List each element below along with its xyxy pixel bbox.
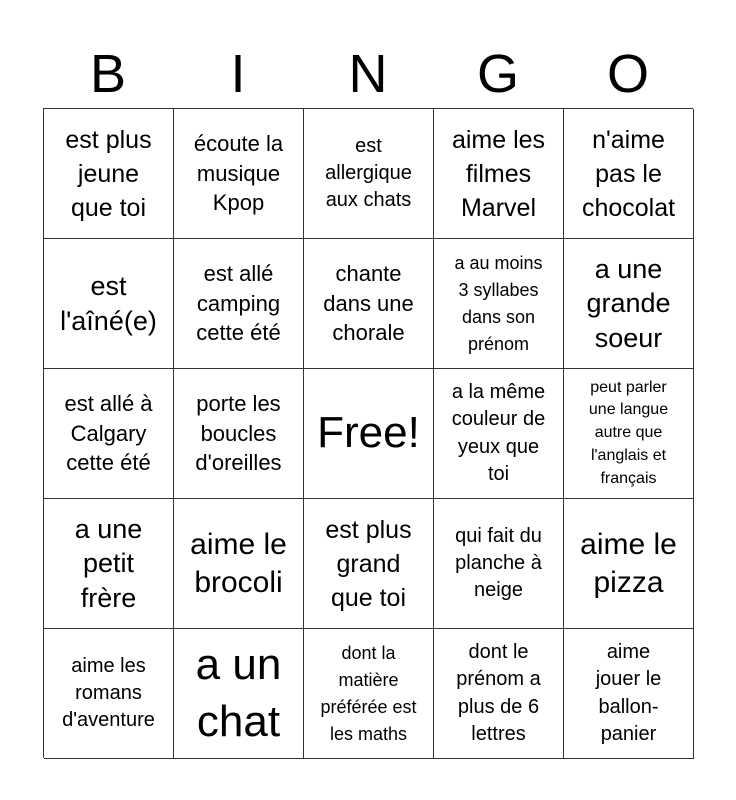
header-letter-g: G [476, 44, 519, 104]
bingo-cell[interactable]: est plus grand que toi [304, 499, 434, 629]
bingo-cell[interactable]: est allergique aux chats [304, 109, 434, 239]
bingo-cell[interactable]: a la même couleur de yeux que toi [434, 369, 564, 499]
header-letter-n: N [348, 44, 388, 104]
header-letter-i: I [230, 44, 246, 104]
header-letter-b: B [89, 44, 127, 104]
bingo-cell[interactable]: aime les filmes Marvel [434, 109, 564, 239]
bingo-cell[interactable]: dont le prénom a plus de 6 lettres [434, 629, 564, 759]
bingo-cell[interactable]: écoute la musique Kpop [174, 109, 304, 239]
bingo-cell[interactable]: a au moins 3 syllabes dans son prénom [434, 239, 564, 369]
bingo-grid [43, 108, 693, 758]
bingo-cell[interactable]: dont la matière préférée est les maths [304, 629, 434, 759]
bingo-cell[interactable]: a une grande soeur [564, 239, 694, 369]
bingo-cell[interactable]: aime jouer le ballon- panier [564, 629, 694, 759]
bingo-cell[interactable]: porte les boucles d'oreilles [174, 369, 304, 499]
bingo-cell[interactable]: n'aime pas le chocolat [564, 109, 694, 239]
bingo-cell[interactable]: est plus jeune que toi [44, 109, 174, 239]
free-space[interactable]: Free! [304, 369, 434, 499]
header-letter-o: O [606, 44, 649, 104]
bingo-cell[interactable]: qui fait du planche à neige [434, 499, 564, 629]
bingo-cell[interactable]: est allé camping cette été [174, 239, 304, 369]
bingo-cell[interactable]: aime le brocoli [174, 499, 304, 629]
bingo-cell[interactable]: aime le pizza [564, 499, 694, 629]
bingo-cell[interactable]: peut parler une langue autre que l'anglais et français [564, 369, 694, 499]
bingo-header [43, 40, 693, 108]
bingo-cell[interactable]: chante dans une chorale [304, 239, 434, 369]
bingo-cell[interactable]: est l'aîné(e) [44, 239, 174, 369]
bingo-cell[interactable]: est allé à Calgary cette été [44, 369, 174, 499]
bingo-cell[interactable]: a une petit frère [44, 499, 174, 629]
bingo-cell[interactable]: aime les romans d'aventure [44, 629, 174, 759]
bingo-cell[interactable]: a un chat [174, 629, 304, 759]
